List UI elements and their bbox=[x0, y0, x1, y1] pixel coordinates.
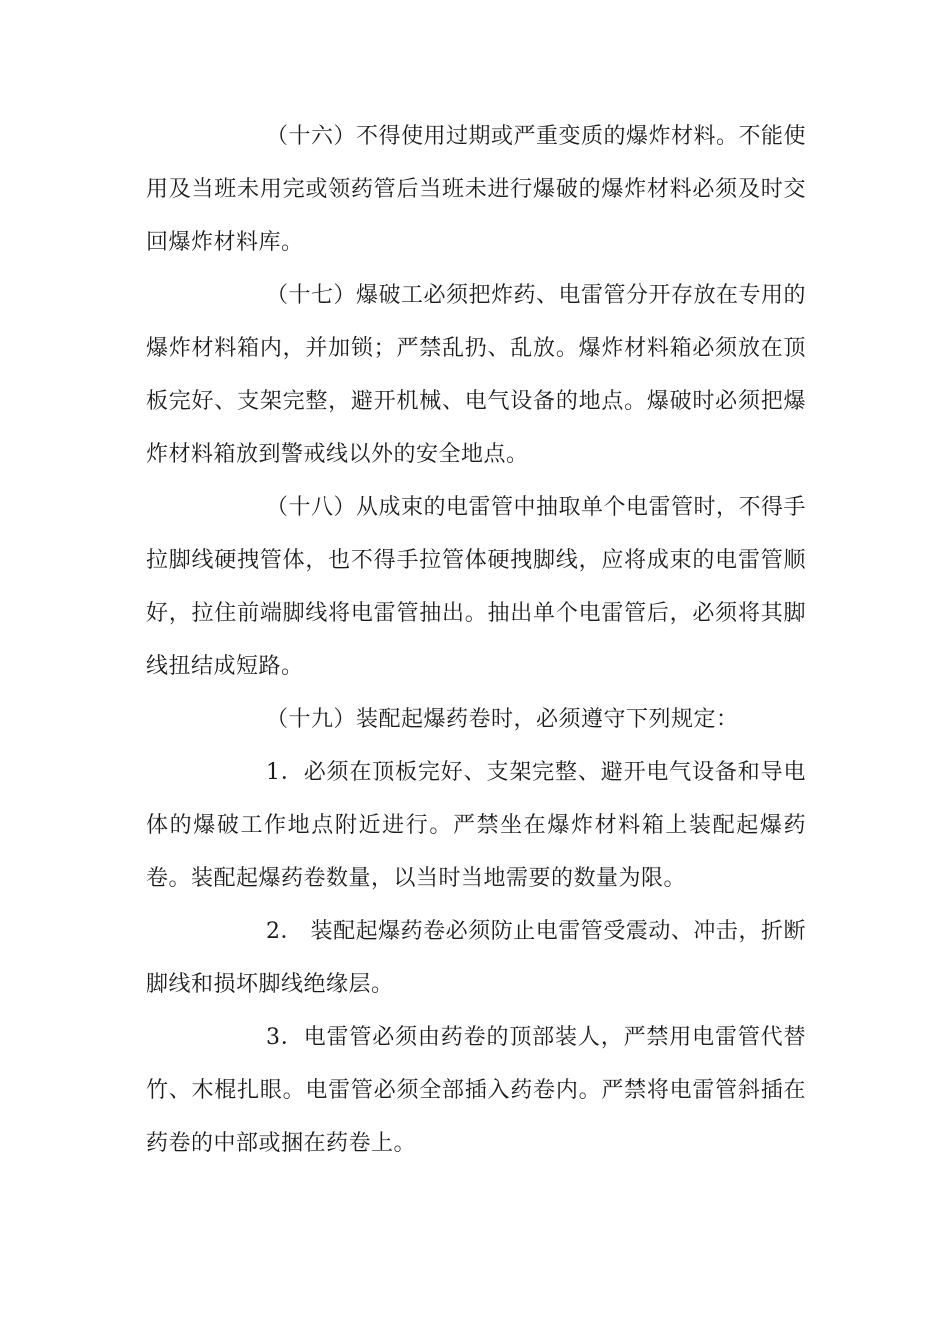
document-body bbox=[146, 110, 806, 1170]
paragraph-19: （十九）装配起爆药卷时，必须遵守下列规定： bbox=[266, 707, 739, 732]
paragraph-18: （十八）从成束的电雷管中抽取单个电雷管时，不得手拉脚线硬拽管体，也不得手拉管体硬拽脚线，应将成束的电雷管顺好，拉住前端脚线将电雷管抽出。抽出单个电雷管后，必须将其脚线扭结成短路。 bbox=[146, 495, 807, 679]
paragraph-19-item-2: 2． 装配起爆药卷必须防止电雷管受震动、冲击，折断脚线和损坏脚线绝缘层。 bbox=[146, 919, 806, 997]
paragraph-19-item-1: 1．必须在顶板完好、支架完整、避开电气设备和导电体的爆破工作地点附近进行。严禁坐在爆炸材料箱上装配起爆药卷。装配起爆药卷数量，以当时当地需要的数量为限。 bbox=[146, 760, 806, 891]
paragraph-19-item-3: 3．电雷管必须由药卷的顶部装人，严禁用电雷管代替竹、木棍扎眼。电雷管必须全部插入药卷内。严禁将电雷管斜插在药卷的中部或捆在药卷上。 bbox=[146, 1025, 806, 1156]
paragraph-16: （十六）不得使用过期或严重变质的爆炸材料。不能使用及当班未用完或领药管后当班未进行爆破的爆炸材料必须及时交回爆炸材料库。 bbox=[146, 124, 807, 255]
paragraph-17: （十七）爆破工必须把炸药、电雷管分开存放在专用的爆炸材料箱内，并加锁；严禁乱扔、乱放。爆炸材料箱必须放在顶板完好、支架完整，避开机械、电气设备的地点。爆破时必须把爆炸材料箱放到警戒线以外的安全地点。 bbox=[146, 283, 807, 467]
